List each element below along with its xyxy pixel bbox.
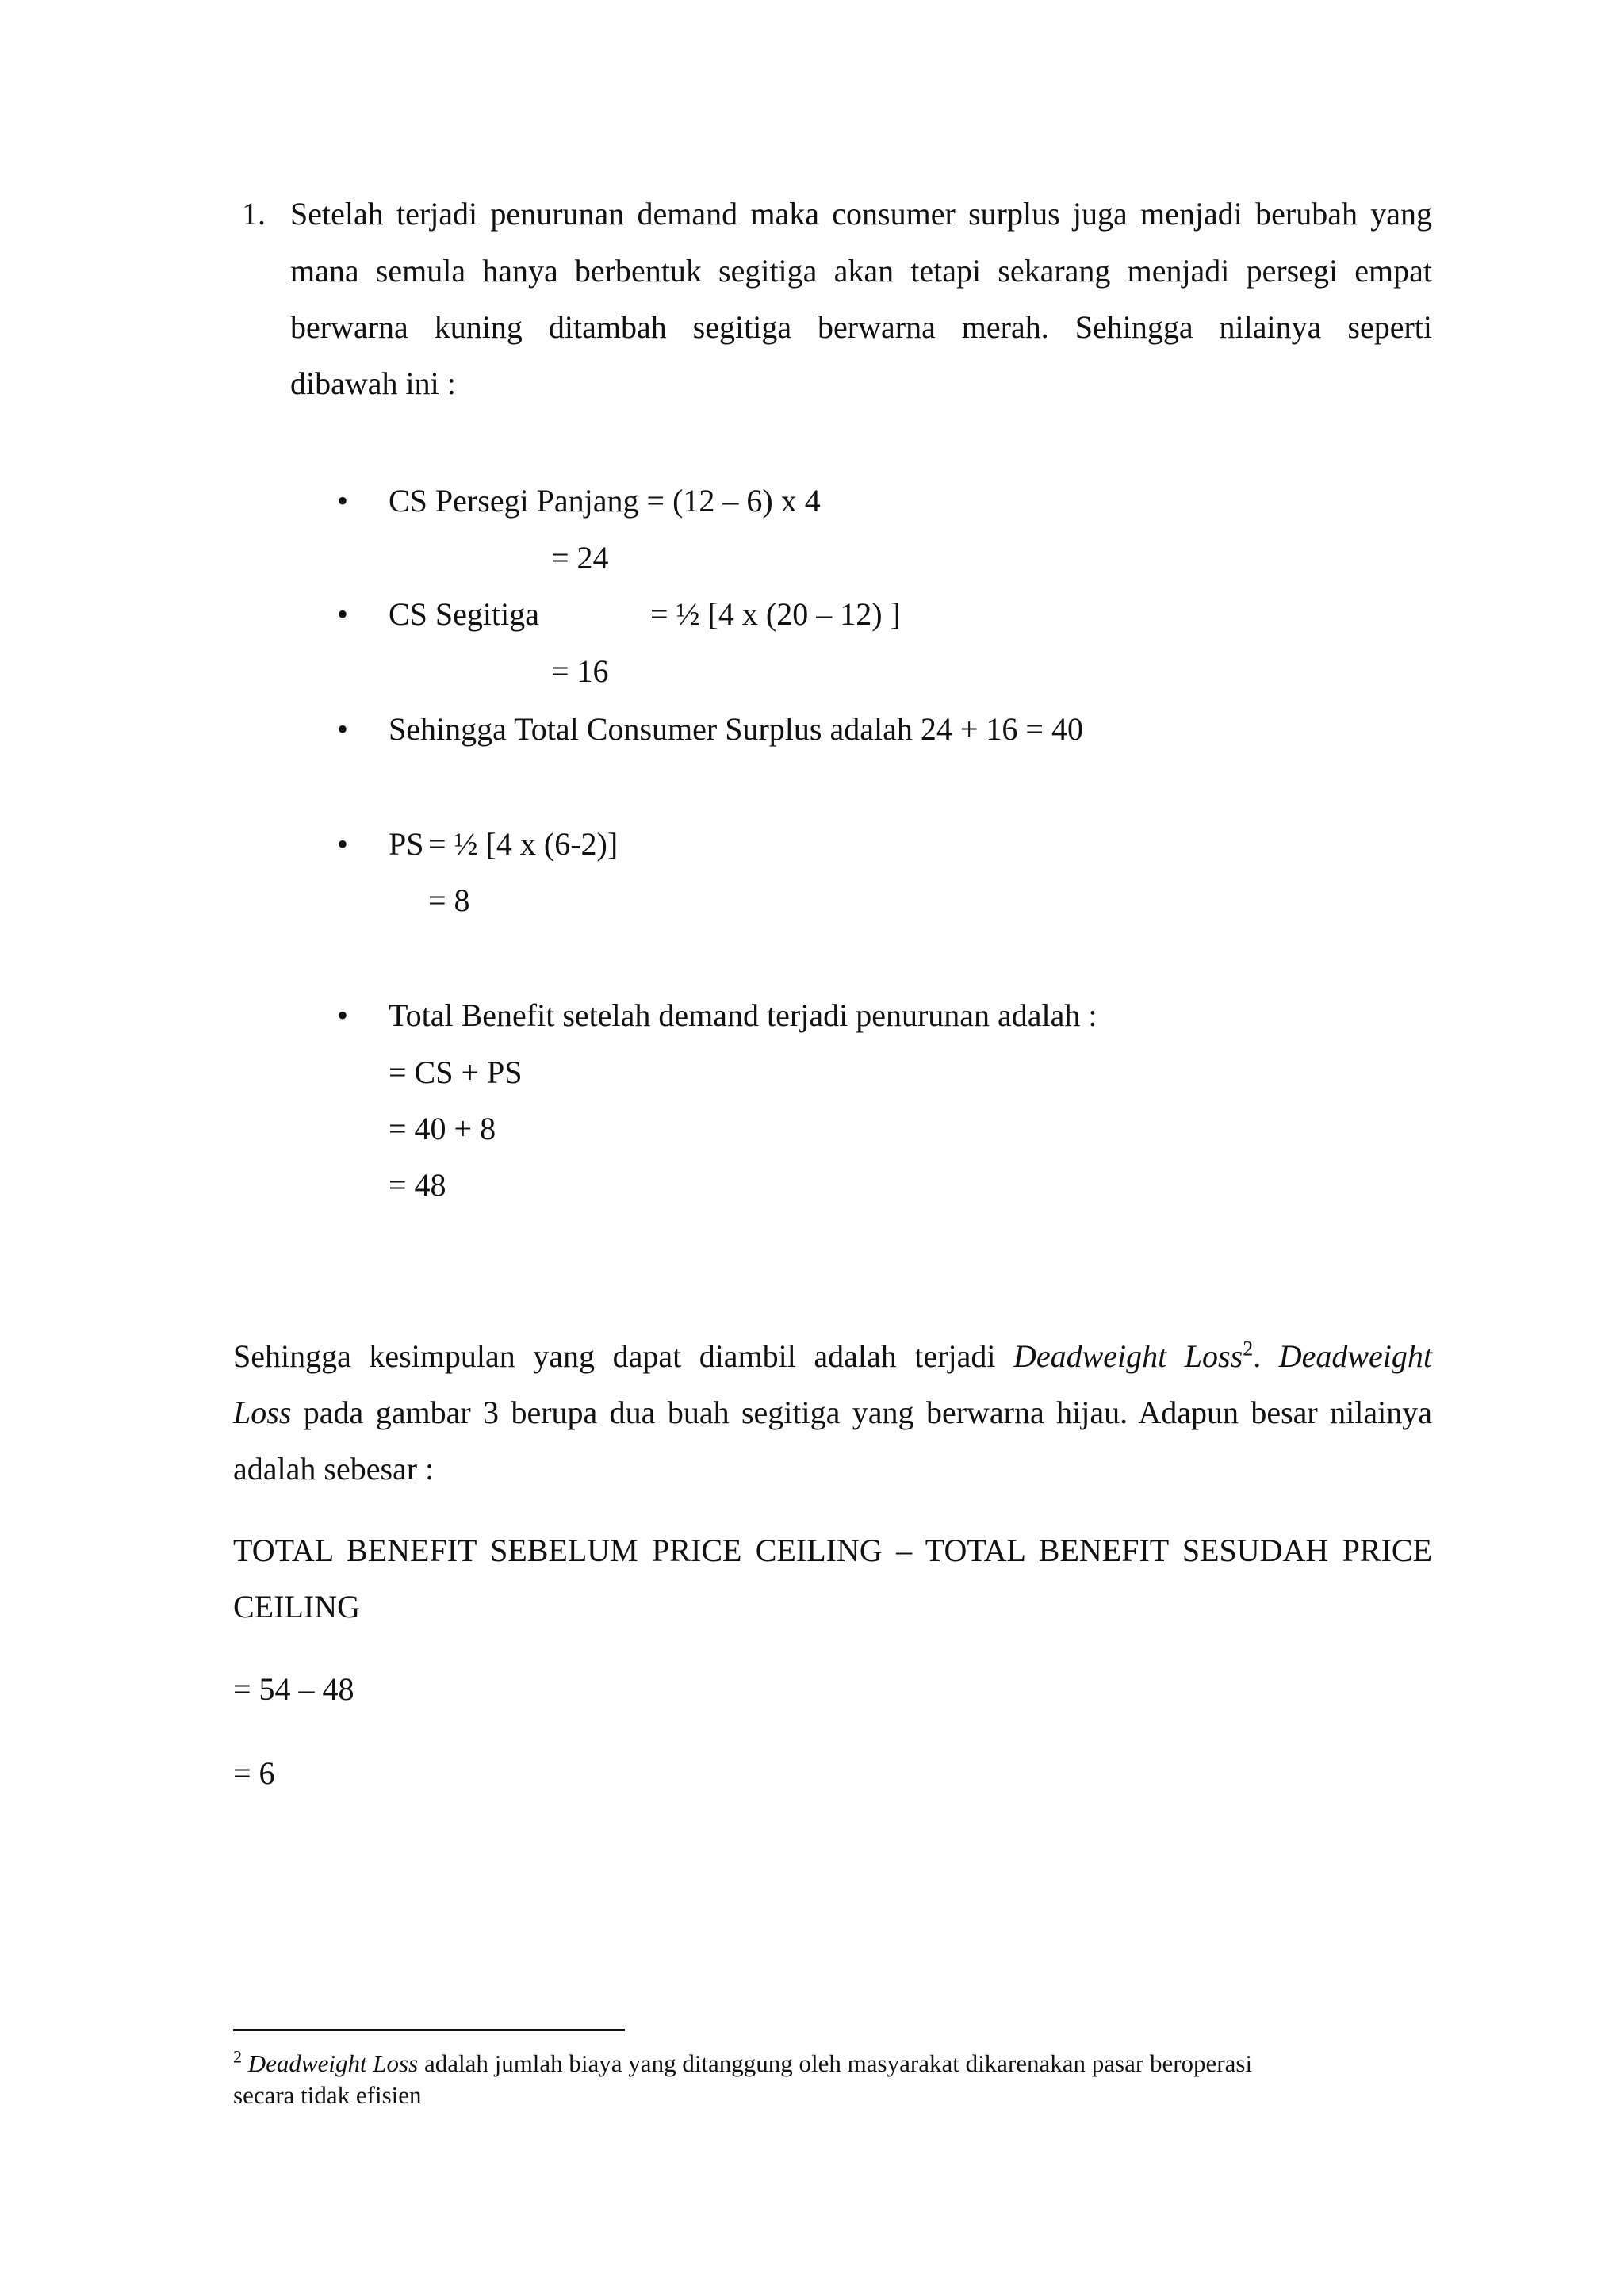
conclusion-term: Deadweight Loss (1013, 1338, 1243, 1374)
footnote-text: adalah jumlah biaya yang ditanggung oleh masyarakat dikarenakan pasar beroperasi (423, 2049, 1253, 2077)
footnote-ref: 2 (1243, 1337, 1254, 1360)
cs-segitiga-result: = 16 (551, 653, 609, 689)
total-benefit-statement: CEILING (233, 1589, 360, 1624)
total-benefit-step: = 40 + 8 (389, 1111, 496, 1146)
conclusion-line: Sehingga kesimpulan yang dapat diambil adalah terjadi Deadweight Loss$^2$. Deadweight (233, 1337, 1433, 1374)
cs-persegi-result: = 24 (551, 540, 609, 576)
bullet-icon: • (337, 596, 349, 632)
footnote-term: Deadweight Loss (247, 2049, 419, 2077)
ps-result: = 8 (428, 882, 470, 918)
conclusion-text: Sehingga kesimpulan yang dapat diambil adalah terjadi (233, 1338, 996, 1374)
ps-formula: = ½ [4 x (6-2)] (428, 826, 619, 862)
total-benefit-statement: TOTAL BENEFIT SEBELUM PRICE CEILING – TOTAL BENEFIT SESUDAH PRICE (233, 1533, 1432, 1568)
result-step: = 6 (233, 1755, 275, 1791)
bullet-icon: • (337, 997, 349, 1033)
cs-segitiga-formula: = ½ [4 x (20 – 12) ] (650, 596, 901, 632)
paragraph-line: Setelah terjadi penurunan demand maka consumer surplus juga menjadi berubah yang (290, 196, 1432, 232)
total-benefit-label: Total Benefit setelah demand terjadi penurunan adalah : (389, 997, 1097, 1033)
conclusion-term: Deadweight (1278, 1338, 1433, 1374)
footnote-line: secara tidak efisien (233, 2081, 422, 2109)
conclusion-line (233, 1394, 1432, 1432)
total-benefit-step: = 48 (389, 1167, 446, 1203)
cs-persegi-formula: CS Persegi Panjang = (12 – 6) x 4 (389, 483, 821, 519)
ps-label: PS (389, 826, 424, 862)
bullet-icon: • (337, 826, 349, 862)
paragraph-line: berwarna kuning ditambah segitiga berwarna merah. Sehingga nilainya seperti (290, 309, 1432, 345)
paragraph-line: dibawah ini : (290, 365, 456, 401)
conclusion-text: pada gambar 3 berupa dua buah segitiga yang berwarna hijau. Adapun besar nilainya (303, 1395, 1432, 1430)
total-benefit-step: = CS + PS (389, 1054, 523, 1090)
footnote-divider (233, 2029, 625, 2031)
list-number: 1. (242, 196, 266, 232)
bullet-icon: • (337, 711, 349, 747)
conclusion-term: Loss (233, 1395, 292, 1430)
cs-segitiga-label: CS Segitiga (389, 596, 540, 632)
paragraph-line: mana semula hanya berbentuk segitiga akan tetapi sekarang menjadi persegi empat (290, 253, 1432, 289)
footnote-number: 2 (233, 2046, 242, 2067)
footnote-line (233, 2046, 1253, 2079)
conclusion-line: adalah sebesar : (233, 1451, 435, 1487)
bullet-icon: • (337, 483, 349, 519)
total-cs-text: Sehingga Total Consumer Surplus adalah 24 + 16 = 40 (389, 711, 1083, 747)
result-step: = 54 – 48 (233, 1671, 354, 1707)
